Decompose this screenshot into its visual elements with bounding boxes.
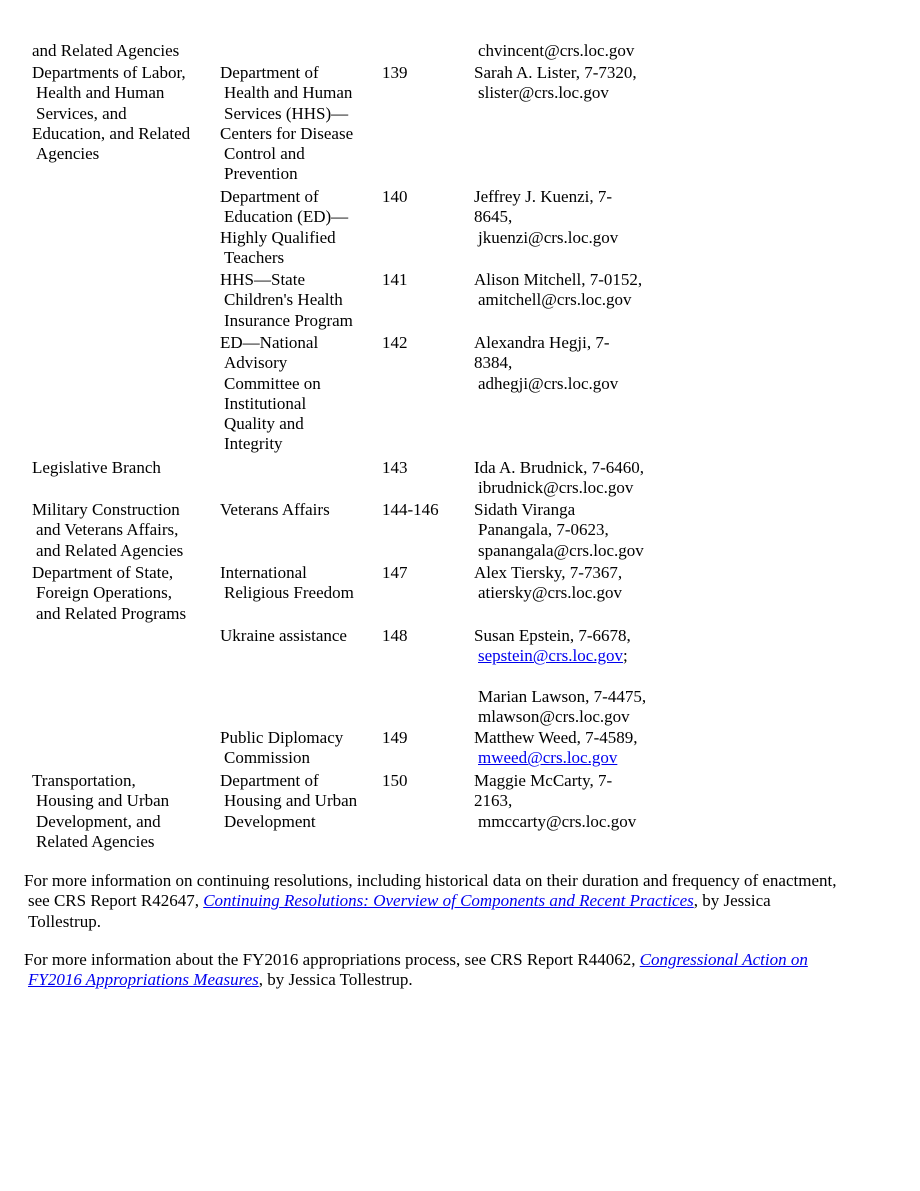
paragraph-text: For more information about the FY2016 appropriations process, see CRS Report R44062, bbox=[24, 950, 640, 969]
table-cell-col3 bbox=[382, 458, 462, 478]
report-link-r44062-cont[interactable]: FY2016 Appropriations Measures bbox=[28, 970, 259, 990]
cell-line bbox=[474, 667, 674, 687]
cell-line: Housing and Urban bbox=[36, 791, 170, 811]
cell-line: Panangala, 7-0623, bbox=[478, 520, 609, 540]
table-cell-col1 bbox=[32, 500, 212, 561]
cell-line: jkuenzi@crs.loc.gov bbox=[478, 227, 619, 247]
paragraph-fy2016-process bbox=[24, 950, 899, 991]
cell-line: Department of bbox=[220, 63, 319, 82]
table-cell-col2 bbox=[220, 63, 375, 185]
cell-line: Veterans Affairs bbox=[220, 500, 330, 519]
cell-line: Religious Freedom bbox=[224, 583, 354, 603]
cell-line: Sidath Viranga bbox=[474, 500, 576, 519]
table-cell-col1 bbox=[32, 771, 212, 852]
cell-line: 147 bbox=[382, 563, 408, 582]
table-cell-col3 bbox=[382, 771, 462, 791]
cell-line: 148 bbox=[382, 626, 408, 645]
paragraph-line: Tollestrup. bbox=[28, 911, 101, 931]
cell-line: Centers for Disease bbox=[220, 123, 354, 143]
cell-line: 2163, bbox=[474, 791, 513, 811]
paragraph-text: , by Jessica Tollestrup. bbox=[258, 970, 413, 990]
cell-line: Public Diplomacy bbox=[220, 728, 344, 747]
cell-line: Departments of Labor, bbox=[32, 63, 186, 82]
cell-line: and Related Programs bbox=[36, 603, 187, 623]
cell-line: Department of bbox=[220, 187, 319, 206]
cell-line: Integrity bbox=[224, 434, 283, 454]
paragraph-text: see CRS Report R42647, bbox=[28, 891, 204, 911]
cell-line: 150 bbox=[382, 771, 408, 790]
cell-line: Health and Human bbox=[36, 83, 165, 103]
cell-line: Susan Epstein, 7-6678, bbox=[474, 626, 631, 645]
cell-line: Institutional bbox=[224, 393, 307, 413]
cell-line: Education, and Related bbox=[32, 123, 191, 143]
cell-line: Marian Lawson, 7-4475, bbox=[478, 686, 647, 706]
table-cell-col4 bbox=[474, 333, 674, 394]
cell-line: Education (ED)— bbox=[224, 207, 349, 227]
table-cell-col1 bbox=[32, 41, 212, 61]
cell-line: Housing and Urban bbox=[224, 791, 358, 811]
cell-line: Health and Human bbox=[224, 83, 353, 103]
cell-line: mmccarty@crs.loc.gov bbox=[478, 811, 637, 831]
cell-line: Quality and bbox=[224, 414, 304, 434]
cell-line: 144-146 bbox=[382, 500, 439, 519]
cell-line: and Related Agencies bbox=[36, 540, 184, 560]
cell-line: Children's Health bbox=[224, 290, 343, 310]
table-cell-col4 bbox=[474, 63, 674, 104]
cell-line: 149 bbox=[382, 728, 408, 747]
cell-line: and Related Agencies bbox=[32, 41, 180, 60]
paragraph-line bbox=[24, 970, 899, 990]
cell-line: 8384, bbox=[474, 353, 513, 373]
cell-line: 141 bbox=[382, 270, 408, 289]
cell-line: slister@crs.loc.gov bbox=[478, 83, 609, 103]
table-cell-col4 bbox=[474, 728, 674, 769]
table-cell-col2 bbox=[220, 626, 375, 646]
table-cell-col2 bbox=[220, 500, 375, 520]
table-cell-col2 bbox=[220, 563, 375, 604]
report-link-r42647[interactable]: Continuing Resolutions: Overview of Components and Recent Practices bbox=[203, 891, 694, 911]
cell-line: Legislative Branch bbox=[32, 458, 161, 477]
cell-line: Sarah A. Lister, 7-7320, bbox=[474, 63, 637, 82]
table-cell-col3 bbox=[382, 187, 462, 207]
cell-line: Maggie McCarty, 7- bbox=[474, 771, 613, 790]
cell-line: adhegji@crs.loc.gov bbox=[478, 373, 619, 393]
cell-line: Committee on bbox=[224, 373, 321, 393]
cell-line: Jeffrey J. Kuenzi, 7- bbox=[474, 187, 613, 206]
table-cell-col3 bbox=[382, 500, 462, 520]
table-cell-col4 bbox=[474, 500, 674, 561]
table-cell-col2 bbox=[220, 187, 375, 268]
paragraph-line bbox=[24, 950, 899, 970]
cell-line: 143 bbox=[382, 458, 408, 477]
table-cell-col4 bbox=[474, 771, 674, 832]
cell-line: Insurance Program bbox=[224, 310, 353, 330]
table-cell-col2 bbox=[220, 333, 375, 455]
cell-line: Development, and bbox=[36, 811, 161, 831]
cell-line: 139 bbox=[382, 63, 408, 82]
cell-line: HHS—State bbox=[220, 270, 305, 289]
cell-line: amitchell@crs.loc.gov bbox=[478, 290, 632, 310]
cell-line: Advisory bbox=[224, 353, 288, 373]
email-link[interactable]: sepstein@crs.loc.gov; bbox=[478, 646, 628, 666]
table-cell-col2 bbox=[220, 771, 375, 832]
cell-line: ED—National bbox=[220, 333, 319, 352]
table-cell-col3 bbox=[382, 270, 462, 290]
cell-line: Alison Mitchell, 7-0152, bbox=[474, 270, 643, 289]
cell-line: 142 bbox=[382, 333, 408, 352]
cell-line: Prevention bbox=[224, 164, 298, 184]
cell-line: and Veterans Affairs, bbox=[36, 520, 179, 540]
table-cell-col2 bbox=[220, 270, 375, 331]
cell-line: mlawson@crs.loc.gov bbox=[478, 707, 630, 727]
cell-line: Related Agencies bbox=[36, 831, 155, 851]
email-link[interactable]: mweed@crs.loc.gov bbox=[478, 748, 618, 768]
table-cell-col3 bbox=[382, 626, 462, 646]
cell-line: Transportation, bbox=[32, 771, 136, 790]
table-cell-col3 bbox=[382, 563, 462, 583]
cell-line: Ukraine assistance bbox=[220, 626, 347, 645]
cell-line: Department of bbox=[220, 771, 319, 790]
report-link-r44062[interactable]: Congressional Action on bbox=[639, 950, 808, 969]
cell-line: Services, and bbox=[36, 103, 127, 123]
cell-line: Agencies bbox=[36, 144, 100, 164]
table-cell-col4 bbox=[474, 41, 674, 61]
cell-line: International bbox=[220, 563, 307, 582]
table-cell-col4 bbox=[474, 626, 674, 727]
cell-line: chvincent@crs.loc.gov bbox=[478, 41, 635, 60]
cell-line: Alexandra Hegji, 7- bbox=[474, 333, 610, 352]
cell-line: Services (HHS)— bbox=[224, 103, 349, 123]
table-cell-col1 bbox=[32, 63, 212, 164]
cell-line: Foreign Operations, bbox=[36, 583, 172, 603]
cell-line: Commission bbox=[224, 748, 310, 768]
cell-line: ibrudnick@crs.loc.gov bbox=[478, 478, 634, 498]
cell-line: spanangala@crs.loc.gov bbox=[478, 540, 644, 560]
table-cell-col4 bbox=[474, 563, 674, 604]
cell-line: Alex Tiersky, 7-7367, bbox=[474, 563, 623, 582]
cell-line: 140 bbox=[382, 187, 408, 206]
table-cell-col1 bbox=[32, 458, 212, 478]
table-cell-col3 bbox=[382, 63, 462, 83]
table-cell-col3 bbox=[382, 728, 462, 748]
cell-line: Department of State, bbox=[32, 563, 174, 582]
paragraph-line bbox=[24, 891, 899, 911]
cell-line: 8645, bbox=[474, 207, 513, 227]
table-cell-col1 bbox=[32, 563, 212, 624]
cell-line: Matthew Weed, 7-4589, bbox=[474, 728, 638, 747]
cell-line: Teachers bbox=[224, 247, 285, 267]
cell-line: Development bbox=[224, 811, 316, 831]
cell-line: Control and bbox=[224, 144, 305, 164]
cell-line: Military Construction bbox=[32, 500, 180, 519]
cell-line: Highly Qualified bbox=[220, 227, 336, 247]
table-cell-col4 bbox=[474, 270, 674, 311]
table-cell-col2 bbox=[220, 728, 375, 769]
table-cell-col3 bbox=[382, 333, 462, 353]
paragraph-text: , by Jessica bbox=[693, 891, 771, 911]
cell-line: atiersky@crs.loc.gov bbox=[478, 583, 623, 603]
table-cell-col4 bbox=[474, 187, 674, 248]
paragraph-line: For more information on continuing resolutions, including historical data on their duration and frequency of enactment, bbox=[24, 871, 837, 890]
cell-line: Ida A. Brudnick, 7-6460, bbox=[474, 458, 644, 477]
table-cell-col4 bbox=[474, 458, 674, 499]
paragraph-continuing-resolutions bbox=[24, 871, 899, 932]
